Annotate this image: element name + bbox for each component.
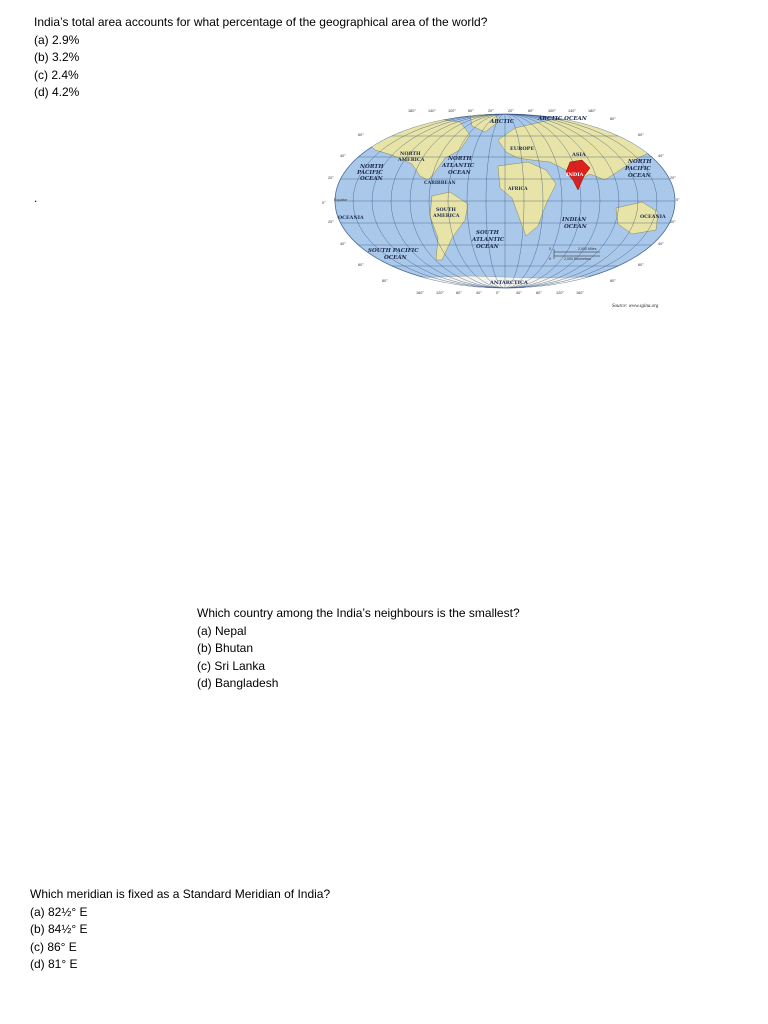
top-tick-label: 180° xyxy=(408,109,416,113)
question-2 xyxy=(197,605,520,693)
option-c: (c) 2.4% xyxy=(34,67,79,82)
label-north-atlantic-2: ATLANTIC xyxy=(442,163,475,169)
option-b: (b) Bhutan xyxy=(197,641,254,655)
option-a: (a) 82½° E xyxy=(30,904,88,919)
label-asia: ASIA xyxy=(572,152,586,158)
option-a: (a) 2.9% xyxy=(34,32,80,47)
right-tick-label: 40° xyxy=(658,242,664,246)
label-south-america-2: AMERICA xyxy=(433,213,460,219)
label-south-pacific-1: SOUTH PACIFIC xyxy=(368,248,419,254)
bottom-tick-label: 80° xyxy=(456,291,462,295)
bottom-tick-label: 40° xyxy=(516,291,522,295)
bottom-longitude-ticks xyxy=(416,291,584,295)
question-text: Which country among the India’s neighbours is the smallest? xyxy=(197,606,520,620)
top-tick-label: 20° xyxy=(488,109,494,113)
option-c: (c) 86° E xyxy=(30,939,77,954)
scale-zero-2: 0 xyxy=(549,257,552,261)
label-north-pacific-1: NORTH xyxy=(360,164,384,170)
top-tick-label: 100° xyxy=(548,109,556,113)
label-north-atlantic-1: NORTH xyxy=(448,156,472,162)
top-tick-label: 60° xyxy=(468,109,474,113)
top-longitude-ticks xyxy=(408,109,596,113)
label-arctic: ARCTIC xyxy=(490,119,515,125)
left-tick-label: 0° xyxy=(322,201,326,205)
right-tick-label: 80° xyxy=(610,117,616,121)
bottom-tick-label: 160° xyxy=(416,291,424,295)
stray-mark: . xyxy=(34,191,38,205)
bottom-tick-label: 0° xyxy=(496,291,500,295)
right-tick-label: 60° xyxy=(638,133,644,137)
label-north-america-2: AMERICA xyxy=(398,157,425,163)
bottom-tick-label: 120° xyxy=(556,291,564,295)
option-a: (a) Nepal xyxy=(197,623,247,638)
scale-miles: 2,000 Miles xyxy=(578,247,597,251)
label-equator: Equator xyxy=(334,198,348,202)
label-india: INDIA xyxy=(566,172,584,178)
left-tick-label: 40° xyxy=(340,242,346,246)
top-tick-label: 100° xyxy=(448,109,456,113)
option-b: (b) 3.2% xyxy=(34,50,80,64)
option-d: (d) 81° E xyxy=(30,957,78,971)
label-caribbean: CARIBBEAN xyxy=(424,181,456,186)
left-tick-label: 60° xyxy=(358,133,364,137)
world-map-svg xyxy=(320,100,690,315)
left-tick-label: 60° xyxy=(358,263,364,267)
right-tick-label: 0° xyxy=(676,198,680,202)
label-europe: EUROPE xyxy=(510,146,535,152)
bottom-tick-label: 80° xyxy=(536,291,542,295)
top-tick-label: 140° xyxy=(568,109,576,113)
label-oceania-right: OCEANIA xyxy=(640,214,666,220)
right-tick-label: 60° xyxy=(638,263,644,267)
right-tick-label: 40° xyxy=(658,154,664,158)
label-north-pacific-3: OCEAN xyxy=(360,176,383,182)
label-oceania-left: OCEANIA xyxy=(338,215,364,221)
option-d: (d) 4.2% xyxy=(34,85,80,99)
left-tick-label: 20° xyxy=(328,176,334,180)
question-3 xyxy=(30,886,330,974)
label-east-pacific-3: OCEAN xyxy=(628,173,651,179)
label-north-pacific-2: PACIFIC xyxy=(357,170,383,176)
label-arctic-ocean: ARCTIC OCEAN xyxy=(538,116,587,122)
top-tick-label: 60° xyxy=(528,109,534,113)
scale-km: 2,000 Kilometres xyxy=(564,257,591,261)
right-tick-label: 20° xyxy=(670,176,676,180)
question-text: Which meridian is fixed as a Standard Meridian of India? xyxy=(30,887,331,901)
right-tick-label: 80° xyxy=(610,279,616,283)
left-tick-label: 40° xyxy=(340,154,346,158)
question-1 xyxy=(34,14,487,102)
label-indian-ocean-1: INDIAN xyxy=(562,217,587,223)
label-east-pacific-1: NORTH xyxy=(628,159,652,165)
label-east-pacific-2: PACIFIC xyxy=(625,166,651,172)
top-tick-label: 140° xyxy=(428,109,436,113)
label-south-atlantic-3: OCEAN xyxy=(476,244,499,250)
label-south-america-1: SOUTH xyxy=(436,207,456,213)
world-map xyxy=(320,100,690,315)
label-africa: AFRICA xyxy=(508,187,528,192)
bottom-tick-label: 120° xyxy=(436,291,444,295)
label-south-pacific-2: OCEAN xyxy=(384,255,407,261)
label-north-atlantic-3: OCEAN xyxy=(448,170,471,176)
label-indian-ocean-2: OCEAN xyxy=(564,224,587,230)
label-north-america-1: NORTH xyxy=(400,151,421,157)
map-source: Source: www.sgina.org xyxy=(612,304,659,309)
question-text: India’s total area accounts for what percentage of the geographical area of the world? xyxy=(34,15,488,29)
left-tick-label: 80° xyxy=(382,279,388,283)
option-d: (d) Bangladesh xyxy=(197,676,279,690)
label-south-atlantic-1: SOUTH xyxy=(476,230,499,236)
right-tick-label: 20° xyxy=(670,220,676,224)
left-tick-label: 20° xyxy=(328,220,334,224)
label-south-atlantic-2: ATLANTIC xyxy=(472,237,505,243)
option-c: (c) Sri Lanka xyxy=(197,658,266,673)
scale-zero-1: 0 xyxy=(549,247,552,251)
option-b: (b) 84½° E xyxy=(30,922,88,936)
top-tick-label: 20° xyxy=(508,109,514,113)
bottom-tick-label: 160° xyxy=(576,291,584,295)
top-tick-label: 180° xyxy=(588,109,596,113)
bottom-tick-label: 40° xyxy=(476,291,482,295)
label-antarctica: ANTARCTICA xyxy=(490,280,528,286)
